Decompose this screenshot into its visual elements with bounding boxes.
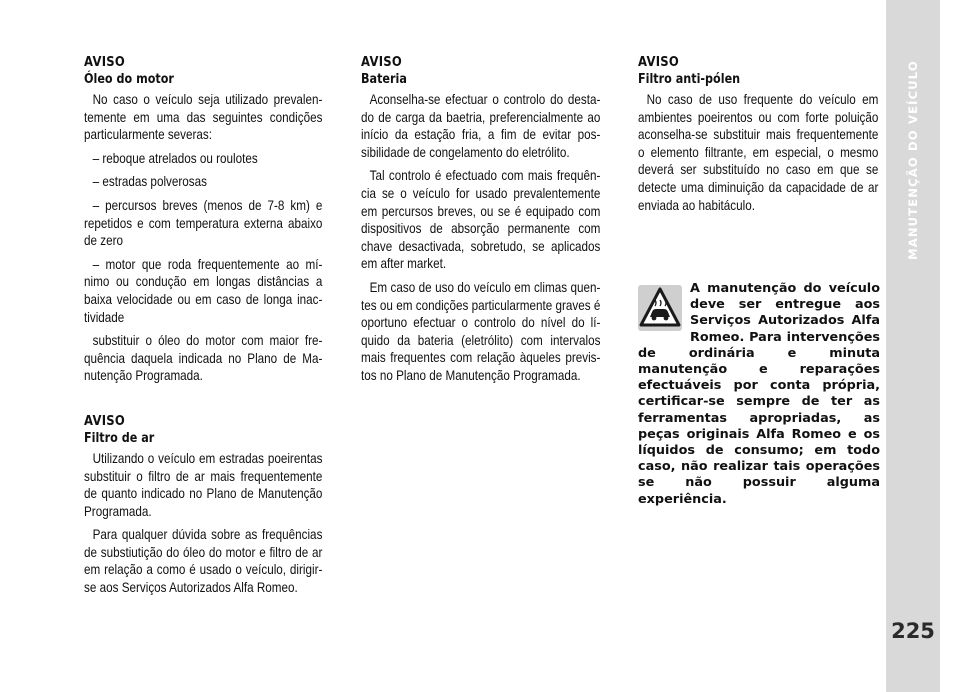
warning-box [638, 281, 880, 508]
section-title: AVISO [361, 54, 403, 70]
chapter-title [886, 40, 940, 280]
chapter-title-text: MANUTENÇÃO DO VEÍCULO [906, 60, 921, 260]
list-item: – percursos breves (menos de 7-8 km) e repetidos e com temperatura externa abaixo de zero [84, 197, 323, 249]
section-subtitle: Bateria [361, 72, 407, 87]
list-item: – estradas polverosas [92, 174, 207, 190]
section-subtitle: Óleo do motor [84, 72, 174, 87]
paragraph: Tal controlo é efectuado com mais frequência se o veículo for usado prevalentemente em percursos breves, ou se é equipado com dispositivos de absorção permanente com chave desactivada, sobretudo, se aplicados em after market. [361, 168, 601, 272]
paragraph: Para qualquer dúvida sobre as frequências de substiutição do óleo do motor e filtro de ar em relação a como é usado o veículo, dirigir-se aos Serviços Autorizados Alfa Romeo. [84, 527, 323, 596]
paragraph: No caso o veículo seja utilizado prevalentemente em uma das seguintes condições particularmente severas: [84, 92, 323, 143]
paragraph: No caso de uso frequente do veículo em ambientes poeirentos ou com forte poluição aconselha-se substituir mais frequentemente o elemento filtrante, em especial, o mesmo deverá ser substituído no caso em que se detecte uma diminuição da capacidade de ar enviada ao habitáculo. [638, 92, 879, 213]
section-title: AVISO [84, 412, 126, 429]
section-title: AVISO [638, 54, 680, 70]
page-number: 225 [891, 619, 935, 643]
paragraph: Aconselha-se efectuar o controlo do destado de carga da baetria, preferencialmente ao início da estação fria, a fim de evitar possibilidade de congelamento do eletrólito. [361, 92, 601, 160]
list-item: – reboque atrelados ou roulotes [92, 150, 258, 166]
paragraph: Utilizando o veículo em estradas poeirentas substituir o filtro de ar mais frequentemente de quanto indicado no Plano de Manutenção Programada. [84, 450, 323, 519]
column-middle [361, 54, 601, 391]
section-subtitle: Filtro de ar [84, 430, 155, 446]
paragraph: Em caso de uso do veículo em climas quentes ou em condições particularmente graves é oportuno efectuar o controlo do nível do líquido da bateria (eletrólito) com intervalos mais frequentes com relação àqueles previstos no Plano de Manutenção Programada. [361, 279, 601, 383]
section-battery [361, 54, 600, 385]
warning-triangle-icon [638, 285, 682, 331]
column-left [84, 54, 323, 603]
section-air-filter [84, 413, 322, 597]
warning-body: A manutenção do veículo deve ser entregue aos Serviços Autorizados Alfa Romeo. Para intervenções de ordinária e minuta manutenção e reparações efectuáveis por conta própria, certificar-se sempre de ter as ferramentas apropriadas, as peças originais Alfa Romeo e os líquidos de consumo; em todo caso, não realizar tais operações se não possuir alguma experiência. [638, 281, 880, 507]
section-pollen-filter [638, 54, 878, 214]
paragraph: substituir o óleo do motor com maior frequência daquela indicada no Plano de Manutenção Programada. [84, 333, 323, 384]
list-item: – motor que roda frequentemente ao mínimo ou condução em longas distâncias a baixa velocidade ou em caso de longa inactividade [84, 256, 323, 325]
column-right [638, 54, 879, 220]
section-subtitle: Filtro anti-pólen [638, 72, 741, 87]
section-title: AVISO [84, 54, 126, 70]
chapter-sidebar [886, 0, 940, 692]
section-oil [84, 54, 322, 385]
